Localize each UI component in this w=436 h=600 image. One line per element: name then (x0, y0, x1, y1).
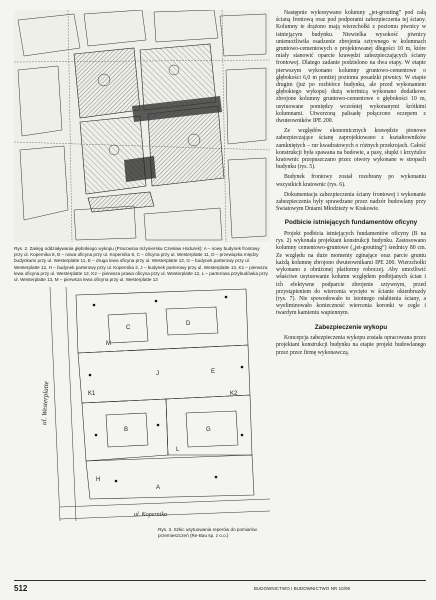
section-heading: Zabezpieczenie wykopu (314, 323, 388, 331)
paragraph: Następnie wykonywano kolumny „jet-grouting” pod całą ścianą frontową oraz pod podporami zabezpieczenia tej ściany. Kolumny te drążono mają wierzchołki z poziomu piwnicy w istniejącym budynku. Niewielka wysokość piwnicy uniemożliwiła osadzenie zbrojenia sztywnego w kolumnach gruntowo-cementowych o projektowanej długości 10 m, które miały stanowić oparcie krawędzi zabezpieczających ściany frontowej. Dlatego zadanie podzielono na dwa etapy. W etapie pierwszym wykonano kolumny gruntowo-cementowe o głębokości 6,0 m poniżej poziomu posadzki piwnicy. W etapie drugim (już po rozbiórce budynku, ale przed wykonaniem głębokiego wykopu) dużą wiertnicą wykonano dodatkowe zbrojone kolumny gruntowo-cementowe o głębokości 10 m, usytuowane pomiędzy wcześniej wykonanymi krótkimi kolumnami. Utworzoną palisadę połączono oczepem z dwuteowników IPE 200. (276, 10, 426, 125)
site-map-drawing (14, 10, 270, 242)
paragraph: Budynek frontowy został rozebrany po wykonaniu wszystkich kratownic (rys. 6). (276, 174, 426, 188)
benchmark-sketch-drawing (16, 285, 270, 525)
building-label-j: J (156, 371, 159, 377)
building-label-k2: K2 (230, 391, 238, 397)
paragraph: Koncepcja zabezpieczenia wykopu została opracowana przez projektant konstrukcji budynku na etapie projekt budowlanego przez przez firmę wykonawczą. (276, 335, 426, 356)
figure-3-benchmark-sketch (16, 285, 270, 525)
paragraph: Projekt podbicia istniejących fundamentów oficyny (B na rys. 2) wykonała projektant konstrukcji budynku. Zastosowano kolumny cementowo-gruntowe („jet-grouting”) średnicy 80 cm. Ze względu na duże momenty zginające oraz parcie gruntu każdą kolumnę zbrojono dwuteownikami IPE 200. Wierzchołki wykonano z obniżonej platformy roboczej. Aby umożliwić właściwe usytuowanie kolumn względem podbijanych ścian i ich efektywne podparcie zbrojenie sztywnym, przed przystąpieniem do wiercenia wycięto w ścianie okienbruzdy (rys. 7). Nie spowodowało to istotnego osłabienia ściany, a wyeliminowało konieczność wiercenia koronki w cegle i twardym kamieniu wapiennym. (276, 231, 426, 317)
section-heading: Podbicie istniejących fundamentów oficyny (284, 219, 418, 227)
journal-title: BUDOWNICTWO I BUDOWNICTWO NR 10/09 (254, 586, 351, 591)
paragraph: Ze względów ekonomicznych krawędzie pionowe zabezpieczające ścianę zaprojektowano z kształtowników zamkniętych – rur kwadratowych o różnych przekrojach. Całość konstrukcji była spawana na budowie, a pasy, słupki i krzyżulce kratownic przepuszczano przez otwory wykonane w stropach budynku (rys. 5). (276, 128, 426, 171)
page-number: 512 (14, 584, 28, 593)
body-text-column (276, 10, 426, 357)
building-label-g: G (206, 427, 211, 433)
figure-3-caption: Rys. 3. Szkic usytuowania reperów do pomiarów przemieszczeń (Re-Bau sp. z o.o.) (158, 527, 257, 539)
building-label-d: D (186, 321, 191, 327)
building-label-l: L (176, 447, 180, 453)
building-label-e: E (211, 369, 216, 375)
building-label-b: B (124, 427, 129, 433)
figure-2-caption: Rys. 2. Zasięg oddziaływania głębokiego wykopu (Pracownia Inżynierska Czesław Hodurek): A – nowy budynek frontowy przy ul. Kopernika 8, B – nowa oficyna przy ul. Kopernika 8, C – oficyna przy ul. Westerplatte 11, D – przewiązka między budynkami przy ul. Westerplatte 11, E – druga lewa oficyna przy ul. Westerplatte 12, G – budynek parterowy przy ul. Westerplatte 12, H – budynek parterowy przy ul. Kopernika 2, J – budynek parterowy przy ul. Westerplatte 13, K1 – pierwsza lewa oficyna przy ul. Westerplatte 12, K2 – pierwsza prawa oficyna przy ul. Westerplatte 12, L – parterowa przybudówka przy ul. Westerplatte 13, M – pierwsza lewa oficyna przy ul. Westerplatte 13 (14, 246, 268, 283)
building-label-c: C (126, 325, 131, 331)
building-label-a: A (156, 485, 161, 491)
figure-2-site-map (14, 10, 270, 242)
page-footer (14, 580, 426, 595)
building-label-h: H (96, 477, 101, 483)
paragraph: Dokumentacja zabezpieczenia ściany frontowej i wykonanie zabezpieczenia były sprawdzane przez nadzór budowlany przy Światowym Dniami Młodzieży w Krakowie. (276, 191, 426, 213)
street-label-kopernika: ul. Kopernika (134, 512, 167, 518)
street-label-westerplatte: ul. Westerplatte (40, 381, 51, 426)
building-label-k1: K1 (88, 391, 96, 397)
building-label-m: M (106, 341, 111, 347)
